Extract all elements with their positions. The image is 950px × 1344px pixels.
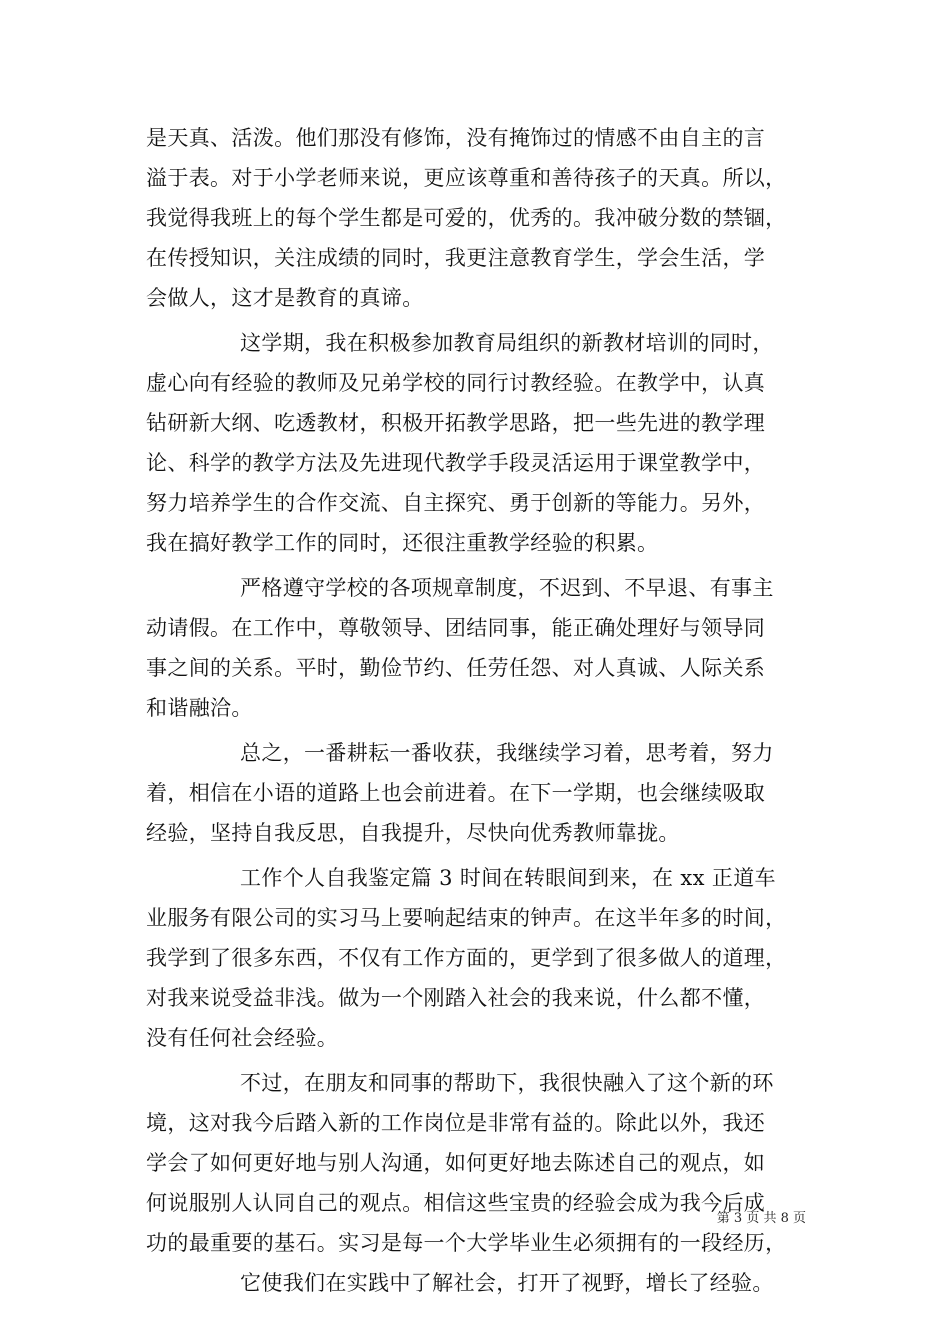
text-line: 我在搞好教学工作的同时，还很注重教学经验的积累。 bbox=[146, 531, 659, 555]
text-line: 严格遵守学校的各项规章制度，不迟到、不早退、有事主 bbox=[240, 576, 774, 600]
text-line: 会做人，这才是教育的真谛。 bbox=[146, 286, 424, 310]
text-line: 虚心向有经验的教师及兄弟学校的同行讨教经验。在教学中，认真 bbox=[146, 371, 766, 395]
paragraph-2 bbox=[146, 323, 826, 563]
text-line: 业服务有限公司的实习马上要响起结束的钟声。在这半年多的时间， bbox=[146, 906, 787, 930]
body-text bbox=[146, 118, 826, 1303]
text-line: 和谐融洽。 bbox=[146, 696, 253, 720]
text-line: 功的最重要的基石。实习是每一个大学毕业生必须拥有的一段经历， bbox=[146, 1231, 787, 1255]
text-line: 努力培养学生的合作交流、自主探究、勇于创新的等能力。另外， bbox=[146, 491, 766, 515]
text-line: 我学到了很多东西，不仅有工作方面的，更学到了很多做人的道理， bbox=[146, 946, 787, 970]
text-line: 总之，一番耕耘一番收获，我继续学习着，思考着，努力 bbox=[240, 741, 774, 765]
text-line: 是天真、活泼。他们那没有修饰，没有掩饰过的情感不由自主的言 bbox=[146, 126, 766, 150]
text-line: 何说服别人认同自己的观点。相信这些宝贵的经验会成为我今后成 bbox=[146, 1191, 766, 1215]
text-line: 境，这对我今后踏入新的工作岗位是非常有益的。除此以外，我还 bbox=[146, 1111, 766, 1135]
paragraph-6 bbox=[146, 1063, 826, 1263]
text-line: 我觉得我班上的每个学生都是可爱的，优秀的。我冲破分数的禁锢， bbox=[146, 206, 787, 230]
text-line: 论、科学的教学方法及先进现代教学手段灵活运用于课堂教学中， bbox=[146, 451, 766, 475]
text-line: 它使我们在实践中了解社会，打开了视野，增长了经验。 bbox=[240, 1271, 774, 1295]
text-line: 工作个人自我鉴定篇 3 时间在转眼间到来，在 xx 正道车 bbox=[240, 866, 776, 890]
text-line: 没有任何社会经验。 bbox=[146, 1026, 339, 1050]
text-line: 学会了如何更好地与别人沟通，如何更好地去陈述自己的观点，如 bbox=[146, 1151, 766, 1175]
text-line: 对我来说受益非浅。做为一个刚踏入社会的我来说，什么都不懂， bbox=[146, 986, 766, 1010]
text-line: 在传授知识，关注成绩的同时，我更注意教育学生，学会生活，学 bbox=[146, 246, 766, 270]
text-line: 动请假。在工作中，尊敬领导、团结同事，能正确处理好与领导同 bbox=[146, 616, 766, 640]
text-line: 经验，坚持自我反思，自我提升，尽快向优秀教师靠拢。 bbox=[146, 821, 680, 845]
paragraph-7 bbox=[146, 1263, 826, 1303]
paragraph-1 bbox=[146, 118, 826, 318]
text-line: 着，相信在小语的道路上也会前进着。在下一学期，也会继续吸取 bbox=[146, 781, 766, 805]
text-line: 不过，在朋友和同事的帮助下，我很快融入了这个新的环 bbox=[240, 1071, 774, 1095]
text-line: 溢于表。对于小学老师来说，更应该尊重和善待孩子的天真。所以， bbox=[146, 166, 787, 190]
text-line: 事之间的关系。平时，勤俭节约、任劳任怨、对人真诚、人际关系 bbox=[146, 656, 766, 680]
text-line: 这学期，我在积极参加教育局组织的新教材培训的同时， bbox=[240, 331, 774, 355]
paragraph-3 bbox=[146, 568, 826, 728]
paragraph-5 bbox=[146, 858, 826, 1058]
paragraph-4 bbox=[146, 733, 826, 853]
text-line: 钻研新大纲、吃透教材，积极开拓教学思路，把一些先进的教学理 bbox=[146, 411, 766, 435]
page-number-footer: 第 3 页 共 8 页 bbox=[716, 1211, 806, 1226]
